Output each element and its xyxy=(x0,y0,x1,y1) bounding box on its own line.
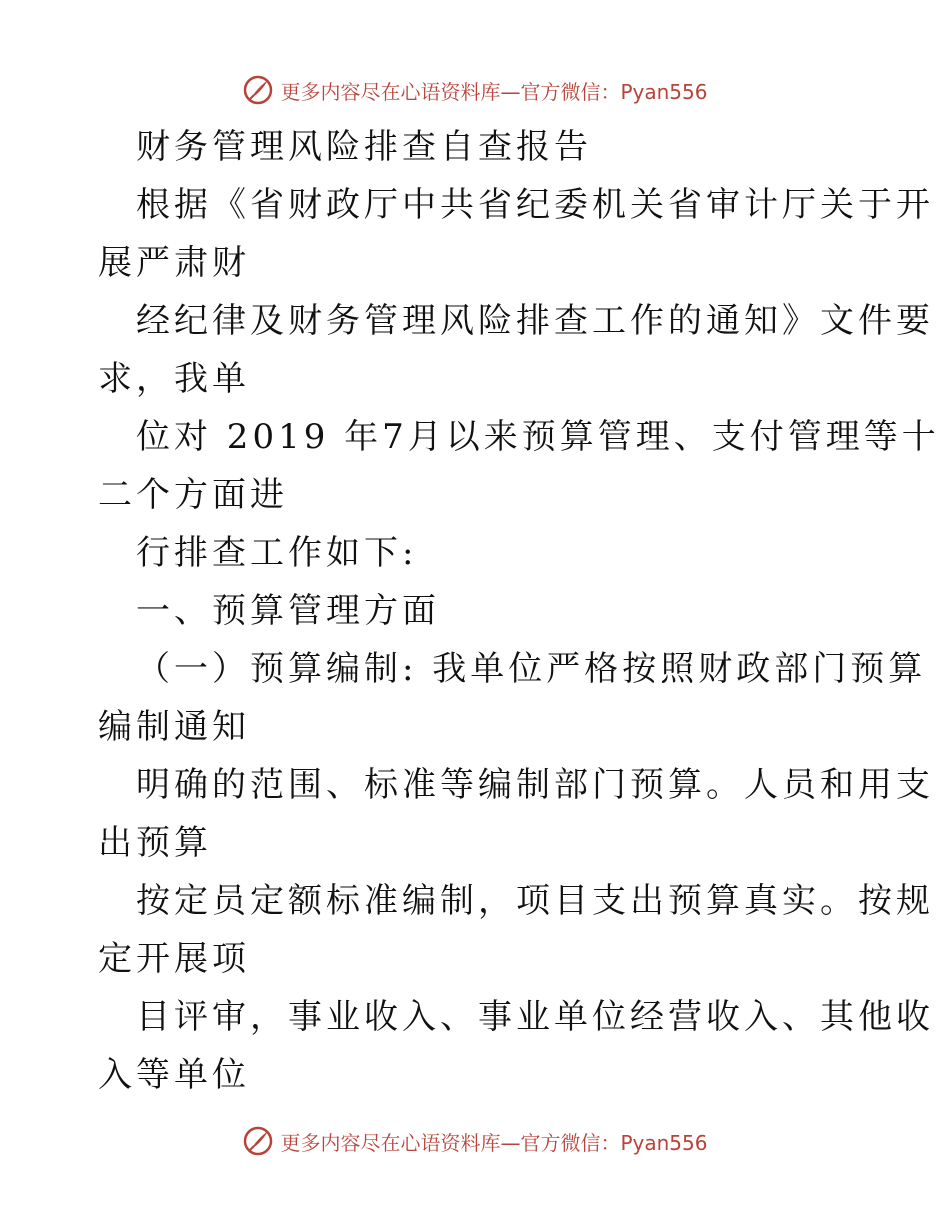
document-body xyxy=(98,118,940,1104)
paragraph-line: （一）预算编制: 我单位严格按照财政部门预算 xyxy=(136,649,927,689)
document-title: 财务管理风险排查自查报告 xyxy=(136,127,592,167)
paragraph-line: 根据《省财政厅中共省纪委机关省审计厅关于开 xyxy=(136,185,934,225)
paragraph-line: 经纪律及财务管理风险排查工作的通知》文件要 xyxy=(136,301,934,341)
paragraph-line: 编制通知 xyxy=(98,707,250,747)
paragraph-line: 目评审，事业收入、事业单位经营收入、其他收 xyxy=(136,997,934,1037)
paragraph-line: 行排查工作如下: xyxy=(136,533,418,573)
paragraph-line: 展严肃财 xyxy=(98,243,250,283)
paragraph-line: 位对 2019 年7月以来预算管理、支付管理等十 xyxy=(136,417,940,457)
header-banner-text: 更多内容尽在心语资料库—官方微信：Pyan556 xyxy=(280,79,708,104)
paragraph-line: 明确的范围、标准等编制部门预算。人员和用支 xyxy=(136,765,934,805)
section-heading: 一、预算管理方面 xyxy=(136,591,440,631)
paragraph-line: 出预算 xyxy=(98,823,212,863)
feather-pen-logo-icon xyxy=(242,1125,274,1157)
paragraph-line: 二个方面进 xyxy=(98,475,288,515)
footer-banner-text: 更多内容尽在心语资料库—官方微信：Pyan556 xyxy=(280,1130,708,1155)
paragraph-line: 按定员定额标准编制，项目支出预算真实。按规 xyxy=(136,881,934,921)
paragraph-line: 入等单位 xyxy=(98,1055,250,1095)
paragraph-line: 定开展项 xyxy=(98,939,250,979)
feather-pen-logo-icon xyxy=(242,74,274,106)
header-banner xyxy=(0,70,950,110)
footer-banner xyxy=(0,1121,950,1161)
paragraph-line: 求，我单 xyxy=(98,359,250,399)
